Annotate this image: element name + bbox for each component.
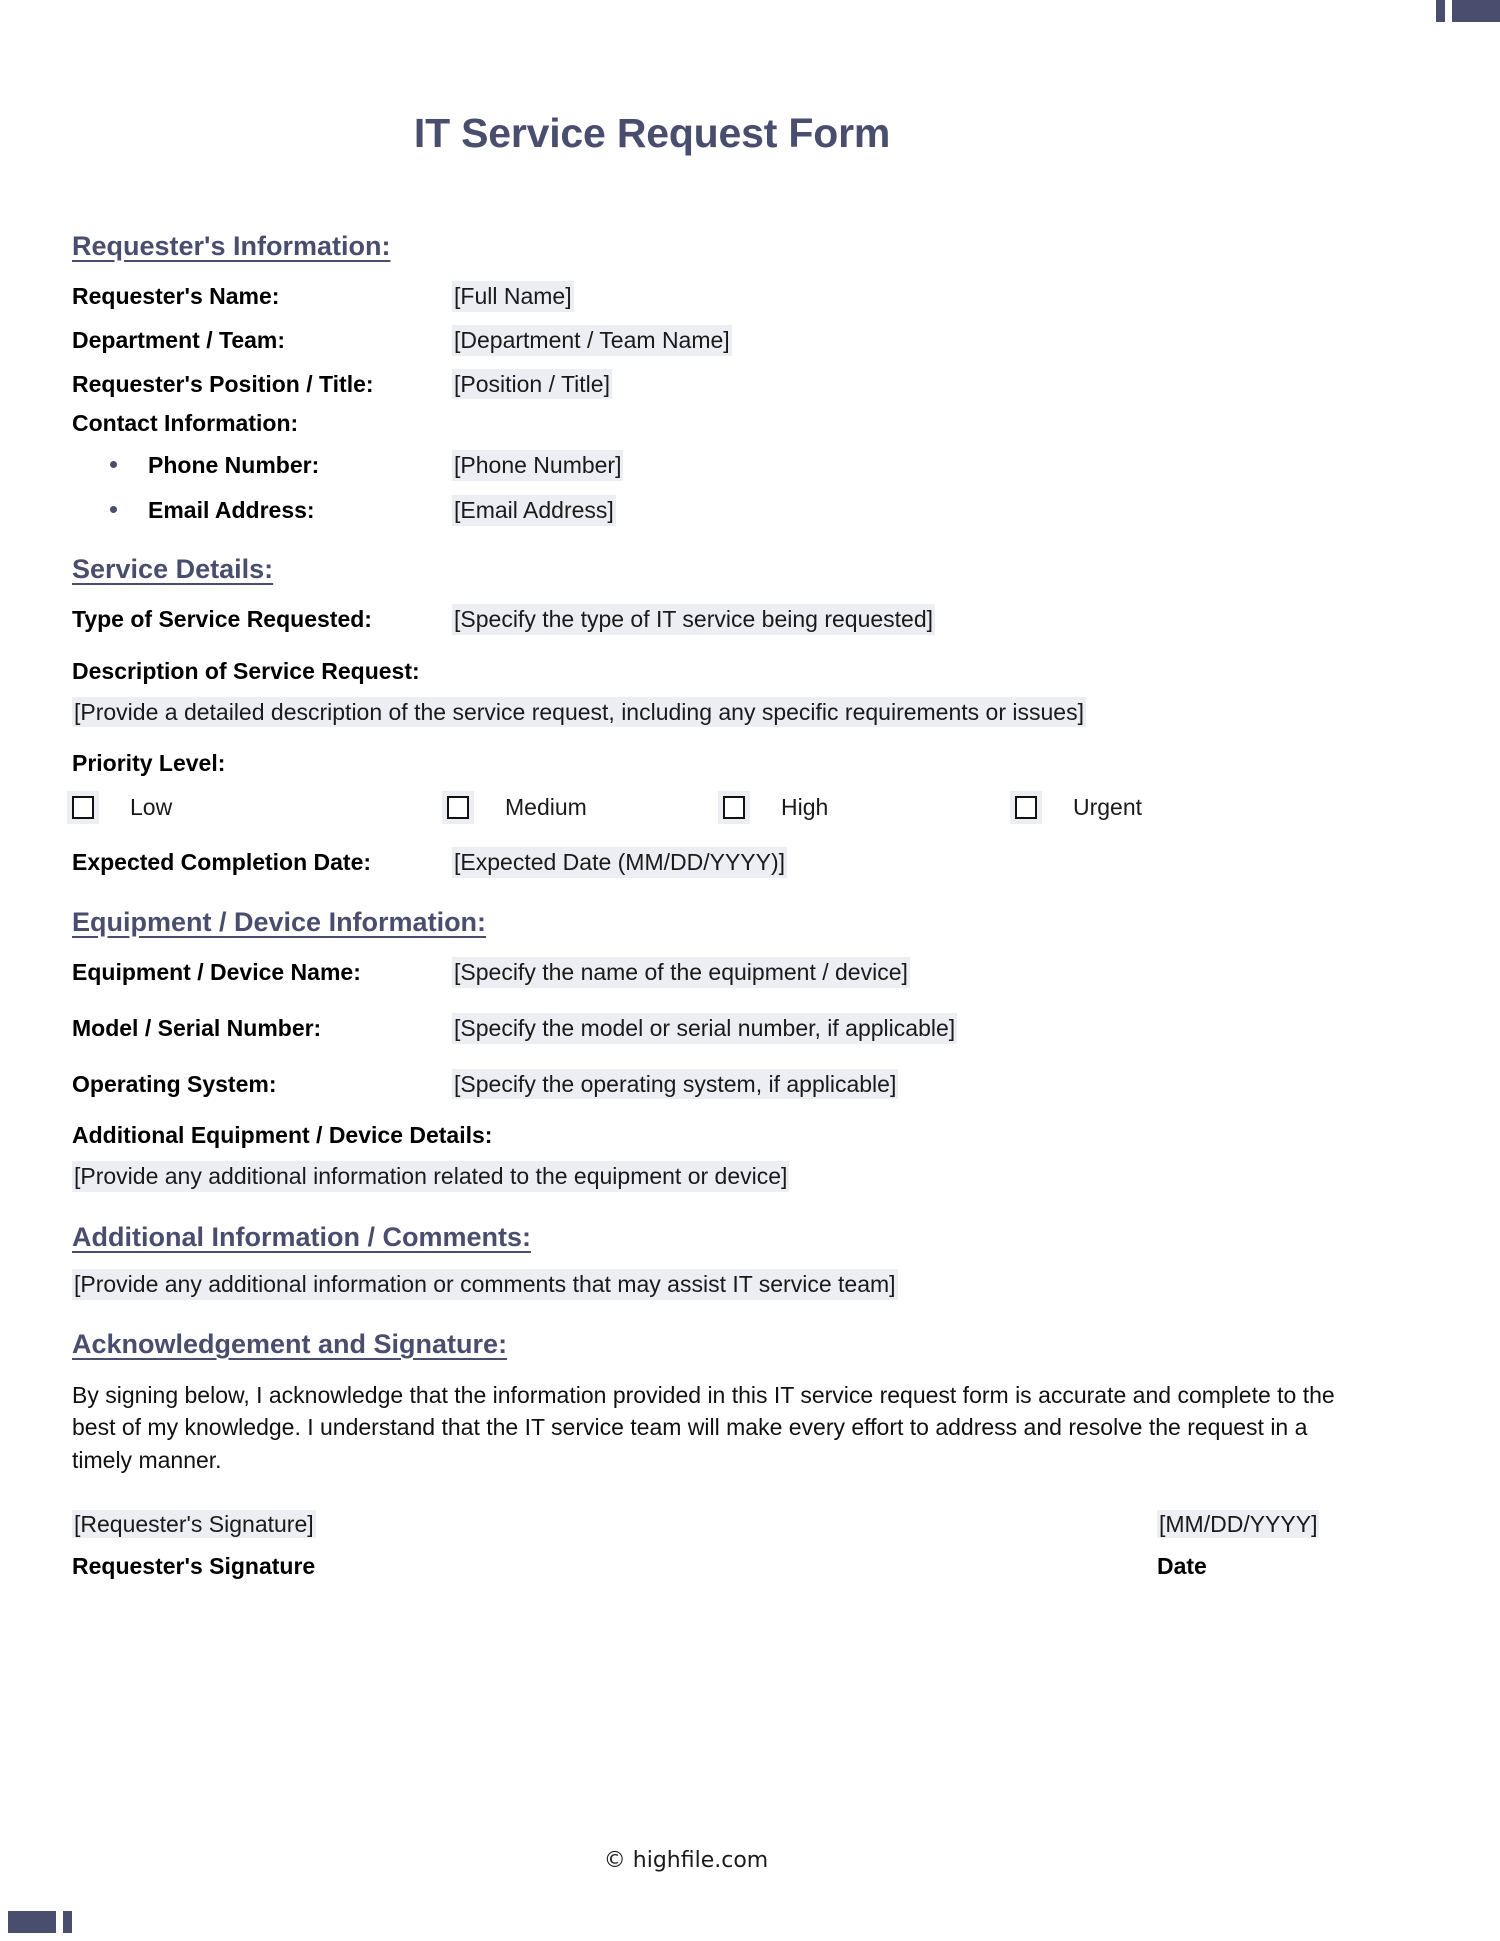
signature-caption-cell <box>72 1553 1157 1580</box>
date-value-cell <box>1157 1510 1432 1539</box>
field-row-requester-name <box>72 281 1432 312</box>
contact-information-list <box>72 450 1432 526</box>
field-row-additional-equipment-value <box>72 1161 1432 1192</box>
section-service-details <box>72 554 1432 585</box>
label-operating-system: Operating System: <box>72 1070 277 1097</box>
page-title: IT Service Request Form <box>413 110 891 156</box>
field-row-type-of-service <box>72 604 1432 635</box>
label-requester-signature: Requester's Signature <box>72 1553 316 1580</box>
label-email-address: Email Address: <box>148 497 315 523</box>
value-phone-number[interactable]: [Phone Number] <box>452 450 623 481</box>
field-row-description-label <box>72 657 1432 684</box>
value-email-address[interactable]: [Email Address] <box>452 495 616 526</box>
value-additional-information[interactable]: [Provide any additional information or comments that may assist IT service team] <box>72 1269 898 1300</box>
value-type-of-service[interactable]: [Specify the type of IT service being requested] <box>452 604 935 635</box>
priority-level-options <box>72 794 1432 821</box>
field-row-priority-label <box>72 752 1432 775</box>
value-requester-signature[interactable]: [Requester's Signature] <box>74 1510 314 1537</box>
label-requester-name: Requester's Name: <box>72 283 280 309</box>
section-equipment-information <box>72 907 1432 938</box>
field-row-additional-equipment-label <box>72 1124 1432 1147</box>
value-expected-completion-date[interactable]: [Expected Date (MM/DD/YYYY)] <box>452 847 787 878</box>
date-caption-cell <box>1157 1553 1432 1580</box>
section-heading-requester-information: Requester's Information: <box>72 231 391 261</box>
field-row-model-serial-number <box>72 1013 1432 1044</box>
label-phone-number: Phone Number: <box>148 452 320 479</box>
label-description-of-service-request: Description of Service Request: <box>72 657 420 684</box>
signature-value-row <box>72 1510 1432 1539</box>
value-operating-system[interactable]: [Specify the operating system, if applicable] <box>452 1069 898 1100</box>
checkbox-priority-urgent[interactable] <box>1015 796 1037 819</box>
label-model-serial-number: Model / Serial Number: <box>72 1014 322 1041</box>
corner-bar-narrow <box>63 1911 72 1933</box>
field-row-expected-completion-date <box>72 847 1432 878</box>
value-additional-equipment-details[interactable]: [Provide any additional information related to the equipment or device] <box>72 1161 789 1192</box>
label-expected-completion-date: Expected Completion Date: <box>72 849 372 876</box>
field-row-additional-information-value <box>72 1269 1432 1300</box>
value-department-team[interactable]: [Department / Team Name] <box>452 325 732 356</box>
list-item-phone-number <box>72 450 1432 481</box>
document-content <box>72 0 1432 1580</box>
checkbox-priority-low[interactable] <box>72 796 94 819</box>
corner-mark-top-right <box>1436 0 1500 22</box>
list-item-email-address <box>72 495 1432 526</box>
field-row-description-value <box>72 697 1432 728</box>
priority-option-low[interactable] <box>72 794 447 821</box>
value-requester-name[interactable]: [Full Name] <box>452 281 574 312</box>
signature-value-cell <box>72 1510 1157 1539</box>
field-row-contact-information <box>72 412 1432 435</box>
section-additional-information <box>72 1222 1432 1253</box>
label-priority-low: Low <box>130 794 173 821</box>
field-row-requester-position <box>72 369 1432 400</box>
field-row-department-team <box>72 325 1432 356</box>
value-description-of-service-request[interactable]: [Provide a detailed description of the service request, including any specific requirements or issues] <box>72 697 1086 728</box>
priority-option-urgent[interactable] <box>1015 794 1142 821</box>
section-heading-equipment-information: Equipment / Device Information: <box>72 907 487 937</box>
label-date: Date <box>1157 1553 1207 1580</box>
bullet-icon <box>110 506 117 513</box>
acknowledgement-paragraph: By signing below, I acknowledge that the information provided in this IT service request form is accurate and complete to the best of my knowledge. I understand that the IT service team will make every effort to address and resolve the request in a timely manner. <box>72 1381 1335 1474</box>
label-equipment-device-name: Equipment / Device Name: <box>72 959 361 985</box>
label-priority-level: Priority Level: <box>72 750 226 777</box>
label-department-team: Department / Team: <box>72 326 286 353</box>
value-requester-position[interactable]: [Position / Title] <box>452 369 612 400</box>
signature-caption-row <box>72 1553 1432 1580</box>
checkbox-priority-medium[interactable] <box>447 796 469 819</box>
section-heading-additional-information: Additional Information / Comments: <box>72 1222 531 1252</box>
value-date[interactable]: [MM/DD/YYYY] <box>1159 1510 1318 1537</box>
corner-bar-wide <box>8 1911 56 1933</box>
footer-copyright: © highfile.com <box>603 1848 769 1873</box>
priority-option-medium[interactable] <box>447 794 723 821</box>
label-priority-urgent: Urgent <box>1073 794 1143 821</box>
corner-mark-bottom-left <box>8 1911 72 1933</box>
priority-option-high[interactable] <box>723 794 1015 821</box>
value-model-serial-number[interactable]: [Specify the model or serial number, if applicable] <box>452 1013 957 1044</box>
section-heading-acknowledgement: Acknowledgement and Signature: <box>72 1328 508 1359</box>
label-requester-position: Requester's Position / Title: <box>72 370 374 397</box>
checkbox-priority-high[interactable] <box>723 796 745 819</box>
label-priority-medium: Medium <box>505 794 587 821</box>
field-row-equipment-name <box>72 957 1432 988</box>
section-heading-service-details: Service Details: <box>72 553 274 584</box>
section-requester-information <box>72 231 1432 262</box>
section-acknowledgement <box>72 1329 1432 1360</box>
field-row-operating-system <box>72 1069 1432 1100</box>
bullet-icon <box>110 461 117 468</box>
label-additional-equipment-details: Additional Equipment / Device Details: <box>72 1122 493 1149</box>
label-contact-information: Contact Information: <box>72 410 299 437</box>
value-equipment-device-name[interactable]: [Specify the name of the equipment / device] <box>452 957 910 988</box>
corner-bar-wide <box>1452 0 1500 22</box>
corner-bar-narrow <box>1436 0 1445 22</box>
label-priority-high: High <box>781 794 829 821</box>
label-type-of-service: Type of Service Requested: <box>72 605 372 632</box>
